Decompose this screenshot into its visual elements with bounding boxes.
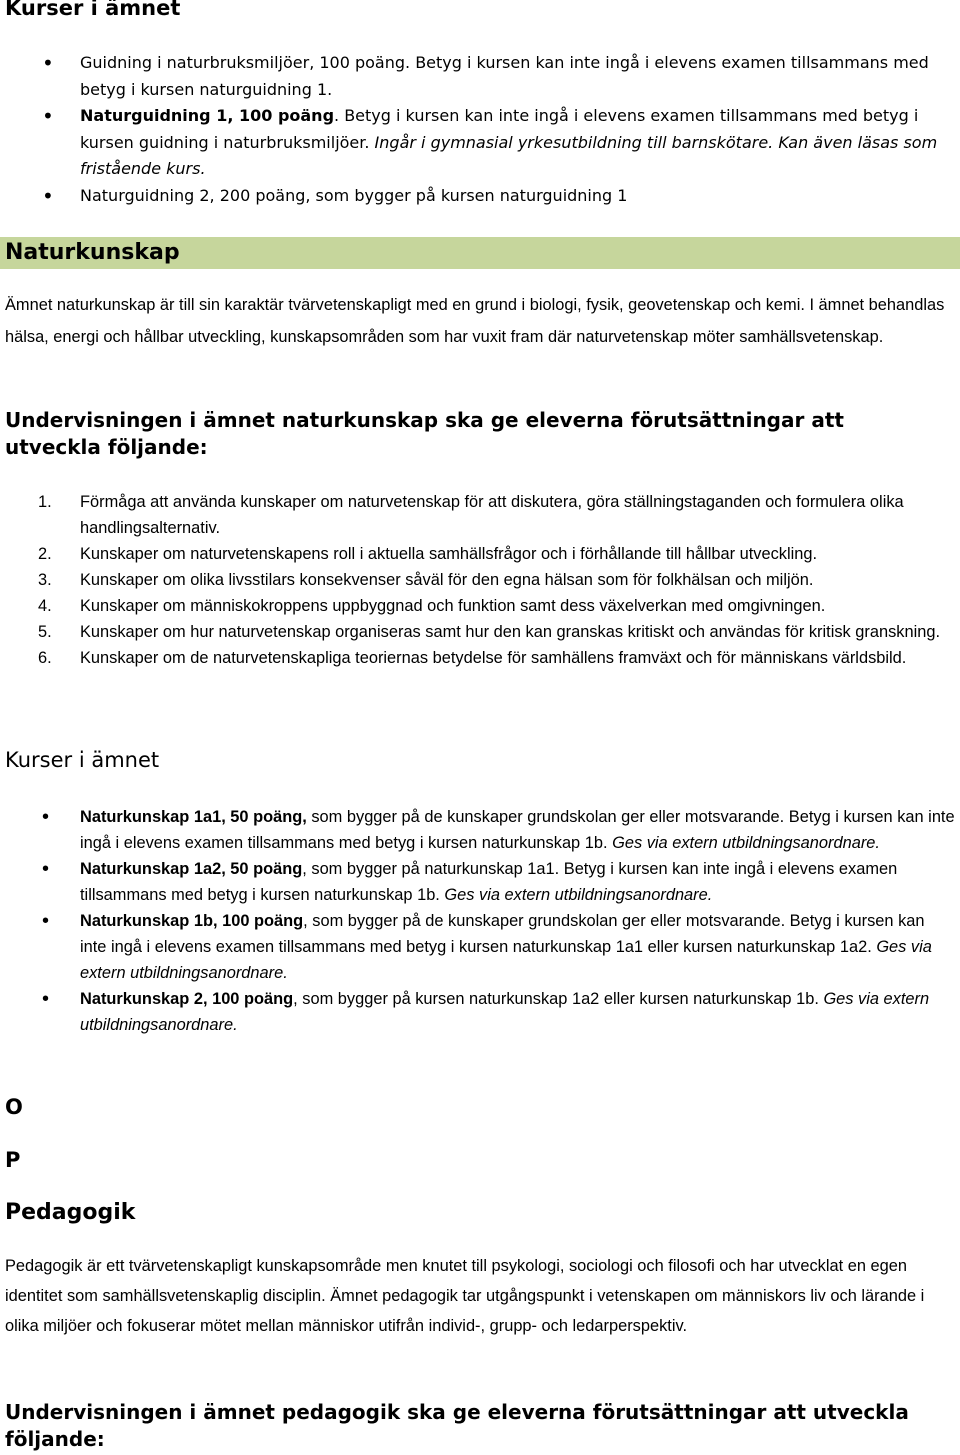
course-name: Naturkunskap 2, 100 poäng bbox=[80, 990, 294, 1008]
course-note: Ges via extern utbildningsanordnare. bbox=[612, 834, 880, 852]
list-item bbox=[0, 183, 955, 210]
list-item bbox=[0, 489, 955, 541]
course-desc: som bygger på de kunskaper grundskolan ger eller motsvarande. Betyg i kursen kan inte ingå i elevens examen tillsammans med betyg i kursen naturkunskap 1b. bbox=[80, 808, 955, 852]
course-name: Naturkunskap 1b, 100 poäng bbox=[80, 912, 304, 930]
list-item-text: Kunskaper om naturvetenskapens roll i aktuella samhällsfrågor och i förhållande till hållbar utveckling. bbox=[80, 545, 818, 563]
list-item bbox=[0, 103, 955, 183]
course-note: Ges via extern utbildningsanordnare. bbox=[80, 990, 930, 1034]
list-item bbox=[0, 593, 955, 619]
list-item bbox=[0, 908, 955, 986]
subject-title-pedagogik: Pedagogik bbox=[5, 1200, 136, 1225]
goals-heading: Undervisningen i ämnet pedagogik ska ge eleverna förutsättningar att utveckla följande: bbox=[5, 1400, 909, 1451]
list-item bbox=[0, 567, 955, 593]
subject-intro: Pedagogik är ett tvärvetenskapligt kunskapsområde men knutet till psykologi, sociologi och filosofi och har utvecklat en egen identitet som samhällsvetenskaplig disciplin. Ämnet pedagogik tar utgångspunkt i vetenskapen om människors liv och lärande i olika miljöer och fokuserar mötet mellan människor utifrån individ-, grupp- och ledarperspektiv. bbox=[5, 1257, 925, 1335]
course-note: Ges via extern utbildningsanordnare. bbox=[80, 938, 932, 982]
list-number: 6. bbox=[38, 649, 52, 667]
letter-p-marker: P bbox=[5, 1148, 21, 1172]
course-desc: , som bygger på kursen naturkunskap 1a2 eller kursen naturkunskap 1b. bbox=[293, 990, 824, 1008]
course-name: Naturkunskap 1a1, 50 poäng, bbox=[80, 808, 307, 826]
goals-heading: Undervisningen i ämnet naturkunskap ska ge eleverna förutsättningar att utveckla följande: bbox=[5, 408, 844, 459]
course-list bbox=[0, 804, 955, 1038]
list-number: 1. bbox=[38, 493, 52, 511]
course-name: Naturkunskap 1a2, 50 poäng bbox=[80, 860, 303, 878]
section-title-kurser: Kurser i ämnet bbox=[5, 0, 181, 20]
list-item bbox=[0, 541, 955, 567]
list-item bbox=[0, 619, 955, 645]
list-number: 3. bbox=[38, 571, 52, 589]
list-item-italic: Ingår i gymnasial yrkesutbildning till barnskötare. Kan även läsas som fristående kurs. bbox=[80, 132, 938, 178]
list-item bbox=[0, 804, 955, 856]
list-item-text: Guidning i naturbruksmiljöer, 100 poäng. Betyg i kursen kan inte ingå i elevens examen tillsammans med betyg i kursen naturguidning 1. bbox=[80, 53, 929, 99]
list-item-text: . Betyg i kursen kan inte ingå i elevens examen tillsammans med betyg i kursen guidning i naturbruksmiljöer. bbox=[80, 106, 919, 152]
list-item bbox=[0, 986, 955, 1038]
subject-intro: Ämnet naturkunskap är till sin karaktär tvärvetenskapligt med en grund i biologi, fysik, geovetenskap och kemi. I ämnet behandlas hälsa, energi och hållbar utveckling, kunskapsområden som har vuxit fram där naturvetenskap möter samhällsvetenskap. bbox=[5, 296, 945, 346]
courses-heading: Kurser i ämnet bbox=[5, 748, 160, 772]
top-course-list bbox=[0, 50, 955, 209]
list-item-text: Förmåga att använda kunskaper om naturvetenskap för att diskutera, göra ställningstaganden och formulera olika handlingsalternativ. bbox=[80, 493, 904, 537]
course-desc: , som bygger på naturkunskap 1a1. Betyg i kursen kan inte ingå i elevens examen tillsammans med betyg i kursen naturkunskap 1b. bbox=[80, 860, 898, 904]
list-item-text: Kunskaper om hur naturvetenskap organiseras samt hur den kan granskas kritiskt och användas för kritisk granskning. bbox=[80, 623, 941, 641]
subject-title-naturkunskap: Naturkunskap bbox=[5, 240, 180, 265]
course-note: Ges via extern utbildningsanordnare. bbox=[444, 886, 713, 904]
list-item-text: Kunskaper om olika livsstilars konsekvenser såväl för den egna hälsan som för folkhälsan och miljön. bbox=[80, 571, 814, 589]
list-item bbox=[0, 856, 955, 908]
list-item-text: Naturguidning 2, 200 poäng, som bygger på kursen naturguidning 1 bbox=[80, 185, 628, 205]
list-item-text: Kunskaper om människokroppens uppbyggnad och funktion samt dess växelverkan med omgivningen. bbox=[80, 597, 826, 615]
goals-list bbox=[0, 489, 955, 671]
list-item bbox=[0, 50, 955, 103]
list-item-bold: Naturguidning 1, 100 poäng bbox=[80, 106, 335, 125]
list-item-text: Kunskaper om de naturvetenskapliga teoriernas betydelse för samhällens framväxt och för människans världsbild. bbox=[80, 649, 907, 667]
list-item bbox=[0, 645, 955, 671]
course-desc: , som bygger på de kunskaper grundskolan ger eller motsvarande. Betyg i kursen kan inte ingå i elevens examen tillsammans med betyg i kursen naturkunskap 1a1 eller kursen naturkunskap 1a2. bbox=[80, 912, 925, 956]
list-number: 5. bbox=[38, 623, 52, 641]
letter-o-marker: O bbox=[5, 1095, 23, 1119]
list-number: 4. bbox=[38, 597, 52, 615]
list-number: 2. bbox=[38, 545, 52, 563]
